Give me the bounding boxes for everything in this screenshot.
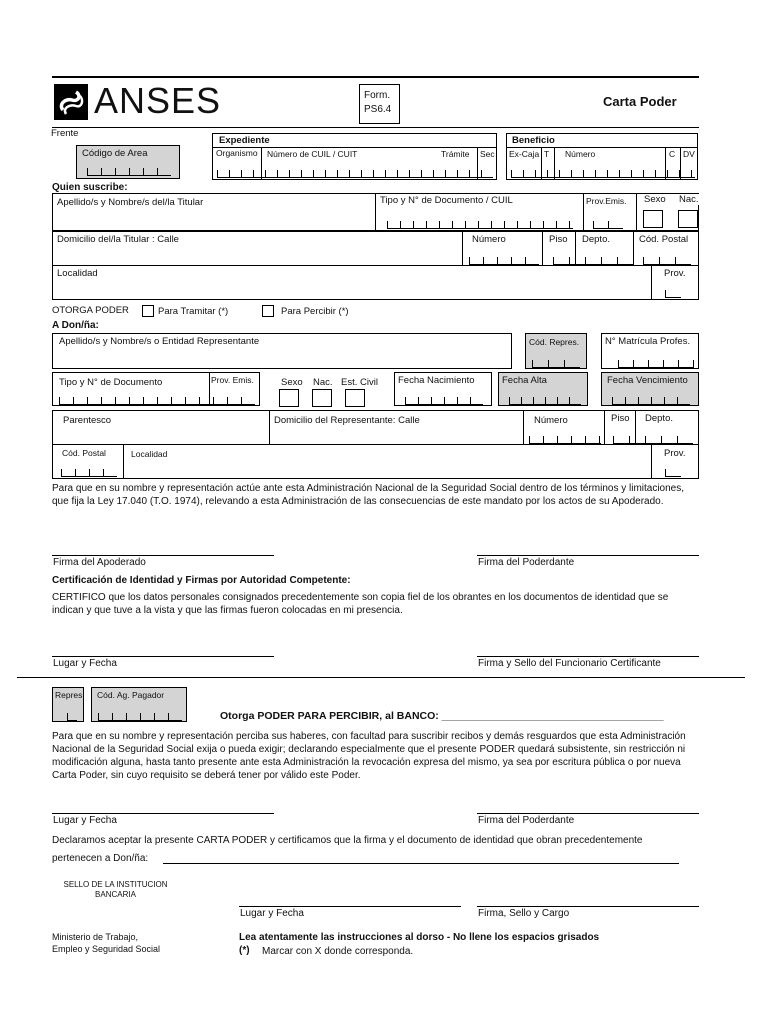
final-firma-line[interactable] xyxy=(477,906,699,907)
certificacion-heading: Certificación de Identidad y Firmas por Autoridad Competente: xyxy=(52,575,351,586)
para-percibir-checkbox[interactable] xyxy=(262,305,274,317)
form-label: Form. xyxy=(364,90,391,101)
anses-logo xyxy=(54,80,222,121)
representante-row-3[interactable] xyxy=(52,410,699,445)
para-percibir-label: Para Percibir (*) xyxy=(281,306,349,317)
beneficio-divider xyxy=(507,147,698,148)
representante-apellido-box[interactable] xyxy=(52,333,512,369)
t-label: T xyxy=(544,149,550,159)
sello-line-1: SELLO DE LA INSTITUCION xyxy=(63,880,168,889)
cert-firma-line[interactable] xyxy=(477,656,699,657)
representante-sexo-box[interactable] xyxy=(279,389,299,407)
cod-repres-label: Cód. Repres. xyxy=(529,337,580,347)
sec-label: Sec xyxy=(480,149,495,159)
titular-domicilio-label: Domicilio del/la Titular : Calle xyxy=(57,234,179,245)
titular-piso-ticks[interactable] xyxy=(553,257,633,265)
fecha-venc-ticks xyxy=(612,397,690,405)
declaramos-text: Declaramos aceptar la presente CARTA PODER y certificamos que la firma y el documento de identidad que obran precedentemente xyxy=(52,835,643,846)
titular-nac-box[interactable] xyxy=(678,210,698,228)
representante-sexo-label: Sexo xyxy=(281,377,303,388)
fecha-alta-box xyxy=(498,372,588,406)
numero-cuil-label: Número de CUIL / CUIT xyxy=(267,149,358,159)
percibir-line-2: Nacional de la Seguridad Social exija o pueda exigir; declarando especialmente que el presente PODER quedará subsistente, sin restricción ni xyxy=(52,744,686,755)
rep-piso-ticks[interactable] xyxy=(613,436,693,444)
organismo-label: Organismo xyxy=(216,148,258,158)
firma-sello-funcionario-label: Firma y Sello del Funcionario Certificante xyxy=(478,658,661,669)
beneficio-box xyxy=(506,133,698,180)
repres-box xyxy=(52,687,84,722)
cod-repres-ticks xyxy=(532,360,580,368)
cert-line-2: indican y que tuve a la vista y que las firmas fueron colocadas en mi presencia. xyxy=(52,605,403,616)
ministerio-label xyxy=(52,931,160,955)
form-code-box xyxy=(359,84,400,124)
representante-prov-label: Prov. xyxy=(664,448,686,459)
titular-row2-col4 xyxy=(633,232,634,266)
expediente-ticks[interactable] xyxy=(217,170,493,178)
matricula-label: N° Matrícula Profes. xyxy=(605,336,691,347)
firma-apoderado-line[interactable] xyxy=(52,555,274,556)
fecha-nac-ticks[interactable] xyxy=(405,397,483,405)
fecha-nacimiento-box[interactable] xyxy=(394,372,492,406)
c-label: C xyxy=(669,149,676,159)
ex-caja-label: Ex-Caja xyxy=(509,149,540,159)
titular-sexo-label: Sexo xyxy=(644,194,666,205)
header-top-rule xyxy=(52,76,699,78)
representante-tipo-doc-label: Tipo y N° de Documento xyxy=(59,377,163,388)
dv-label: DV xyxy=(683,149,695,159)
rep-row3-col2 xyxy=(523,411,524,445)
titular-prov-ticks[interactable] xyxy=(593,221,623,229)
cod-ag-pagador-label: Cód. Ag. Pagador xyxy=(97,690,165,700)
firma-apoderado-label: Firma del Apoderado xyxy=(53,557,146,568)
titular-doc-ticks[interactable] xyxy=(387,221,573,229)
cod-ag-pagador-box xyxy=(91,687,187,722)
otorga-poder-label: OTORGA PODER xyxy=(52,305,129,316)
titular-apellido-label: Apellido/s y Nombre/s del/la Titular xyxy=(57,197,204,208)
fecha-vencimiento-box xyxy=(601,372,699,406)
frente-label: Frente xyxy=(51,128,79,139)
titular-tipo-doc-label: Tipo y N° de Documento / CUIL xyxy=(380,195,513,206)
titular-row1-col2 xyxy=(583,194,584,231)
representante-apellido-label: Apellido/s y Nombre/s o Entidad Representante xyxy=(59,336,260,347)
final-lugar-line[interactable] xyxy=(239,906,461,907)
representante-est-civil-label: Est. Civil xyxy=(341,377,378,388)
fecha-alta-ticks xyxy=(509,397,581,405)
rep-row3-col1 xyxy=(269,411,270,445)
cert-line-1: CERTIFICO que los datos personales consignados precedentemente son copia fiel de los obrantes en los documentos de identidad que se xyxy=(52,592,669,603)
pertenecen-line[interactable] xyxy=(163,863,679,864)
firma-sello-cargo-label: Firma, Sello y Cargo xyxy=(478,908,570,919)
rep-row3-col3 xyxy=(604,411,605,445)
titular-prov2-ticks[interactable] xyxy=(665,290,681,298)
beneficio-ticks[interactable] xyxy=(511,170,695,178)
sello-line-2: BANCARIA xyxy=(95,890,136,899)
codigo-area-box xyxy=(76,145,180,179)
titular-piso-label: Piso xyxy=(549,234,568,245)
document-title: Carta Poder xyxy=(603,94,677,109)
banco-firma-poderdante-label: Firma del Poderdante xyxy=(478,815,575,826)
banco-lugar-line[interactable] xyxy=(52,813,274,814)
rep-row4-col1 xyxy=(123,445,124,479)
mandato-line-2: que fija la Ley 17.040 (T.O. 1974), relevando a esta Administración de las consecuencias de este mandato por los actos de su Apoderado. xyxy=(52,496,664,507)
banco-lugar-fecha-label: Lugar y Fecha xyxy=(53,815,117,826)
representante-numero-label: Número xyxy=(534,415,568,426)
para-tramitar-label: Para Tramitar (*) xyxy=(158,306,229,317)
codigo-area-label: Código de Area xyxy=(82,148,148,159)
representante-depto-label: Depto. xyxy=(645,413,673,424)
titular-prov-emis-label: Prov.Emis. xyxy=(586,196,627,206)
titular-row3-col1 xyxy=(651,266,652,300)
percibir-line-1: Para que en su nombre y representación perciba sus haberes, con facultad para suscribir recibos y demás resguardos que esta Administración xyxy=(52,731,686,742)
a-don-heading: A Don/ña: xyxy=(52,320,99,331)
firma-poderdante-label: Firma del Poderdante xyxy=(478,557,575,568)
repres-label: Repres. xyxy=(55,690,85,700)
representante-row-4[interactable] xyxy=(52,444,699,479)
titular-sexo-box[interactable] xyxy=(643,210,663,228)
matricula-box[interactable] xyxy=(601,333,699,369)
sello-institucion-label xyxy=(58,880,173,900)
mandato-line-1: Para que en su nombre y representación actúe ante esta Administración Nacional de la Seguridad Social dentro de los términos y limitaciones, xyxy=(52,483,685,494)
titular-cod-postal-label: Cód. Postal xyxy=(639,234,689,245)
titular-numero-label: Número xyxy=(472,234,506,245)
representante-cod-postal-label: Cód. Postal xyxy=(62,448,106,458)
representante-localidad-label: Localidad xyxy=(131,449,168,459)
titular-row-2[interactable] xyxy=(52,231,699,266)
section-separator xyxy=(17,677,745,678)
expediente-label: Expediente xyxy=(219,135,270,146)
rep-row4-col2 xyxy=(651,445,652,479)
titular-prov-label: Prov. xyxy=(664,268,686,279)
firma-poderdante-line[interactable] xyxy=(477,555,699,556)
parentesco-label: Parentesco xyxy=(63,415,112,426)
repres-ticks xyxy=(67,713,77,721)
titular-cp-ticks[interactable] xyxy=(643,257,691,265)
matricula-ticks[interactable] xyxy=(618,360,694,368)
form-code: PS6.4 xyxy=(364,104,392,115)
cert-lugar-line[interactable] xyxy=(52,656,274,657)
representante-piso-label: Piso xyxy=(611,413,630,424)
mandato-paragraph xyxy=(52,482,702,508)
quien-suscribe-heading: Quien suscribe: xyxy=(52,182,128,193)
ministerio-line-1: Ministerio de Trabajo, xyxy=(52,932,139,942)
banco-firma-line[interactable] xyxy=(477,813,699,814)
anses-logo-icon xyxy=(54,84,88,120)
titular-row1-col1 xyxy=(375,194,376,231)
percibir-paragraph xyxy=(52,730,702,782)
titular-row2-col1 xyxy=(462,232,463,266)
cod-ag-ticks xyxy=(98,713,182,721)
fecha-vencimiento-label: Fecha Vencimiento xyxy=(607,375,688,386)
expediente-box xyxy=(212,133,497,180)
titular-row-1[interactable] xyxy=(52,193,699,231)
ministerio-line-2: Empleo y Seguridad Social xyxy=(52,944,161,954)
beneficio-label: Beneficio xyxy=(512,135,555,146)
titular-row2-col2 xyxy=(542,232,543,266)
titular-row-3[interactable] xyxy=(52,265,699,300)
marcar-text: Marcar con X donde corresponda. xyxy=(262,946,414,957)
certificacion-paragraph xyxy=(52,591,702,617)
header-bottom-rule xyxy=(52,127,699,128)
titular-depto-label: Depto. xyxy=(582,234,610,245)
titular-row1-col3 xyxy=(636,194,637,231)
representante-prov-emis-label: Prov. Emis. xyxy=(211,375,254,385)
rep-cp-ticks[interactable] xyxy=(61,469,117,477)
instrucciones-text: Lea atentamente las instrucciones al dorso - No llene los espacios grisados xyxy=(239,932,600,943)
representante-doc-ticks[interactable] xyxy=(59,397,255,405)
percibir-line-4: Carta Poder, sin cuyo requisito se deberá tener por válido este Poder. xyxy=(52,770,361,781)
representante-est-civil-box[interactable] xyxy=(345,389,365,407)
codigo-area-ticks[interactable] xyxy=(87,168,171,176)
fecha-nacimiento-label: Fecha Nacimiento xyxy=(398,375,475,386)
titular-numero-ticks[interactable] xyxy=(469,257,539,265)
cod-repres-box xyxy=(525,333,587,369)
rep-numero-ticks[interactable] xyxy=(529,436,601,444)
representante-doc-box[interactable] xyxy=(52,372,260,406)
numero-label: Número xyxy=(565,149,596,159)
otorga-banco-text[interactable]: Otorga PODER PARA PERCIBIR, al BANCO: ______________________________________ xyxy=(220,710,664,722)
cert-lugar-fecha-label: Lugar y Fecha xyxy=(53,658,117,669)
percibir-line-3: modificación alguna, hasta tanto presente ante esta Administración la revocación expresa del mismo, ya sea por escritura pública o por nueva xyxy=(52,757,681,768)
final-lugar-fecha-label: Lugar y Fecha xyxy=(240,908,304,919)
representante-domicilio-label: Domicilio del Representante: Calle xyxy=(274,415,420,426)
representante-nac-label: Nac. xyxy=(313,377,333,388)
fecha-alta-label: Fecha Alta xyxy=(502,375,547,386)
rep-prov-ticks[interactable] xyxy=(665,469,681,477)
titular-localidad-label: Localidad xyxy=(57,268,98,279)
titular-nac-label: Nac. xyxy=(679,194,699,205)
pertenecen-label: pertenecen a Don/ña: xyxy=(52,853,149,864)
tramite-label: Trámite xyxy=(441,149,470,159)
representante-nac-box[interactable] xyxy=(312,389,332,407)
brand-name: ANSES xyxy=(94,80,222,121)
asterisco-label: (*) xyxy=(239,945,250,956)
para-tramitar-checkbox[interactable] xyxy=(142,305,154,317)
